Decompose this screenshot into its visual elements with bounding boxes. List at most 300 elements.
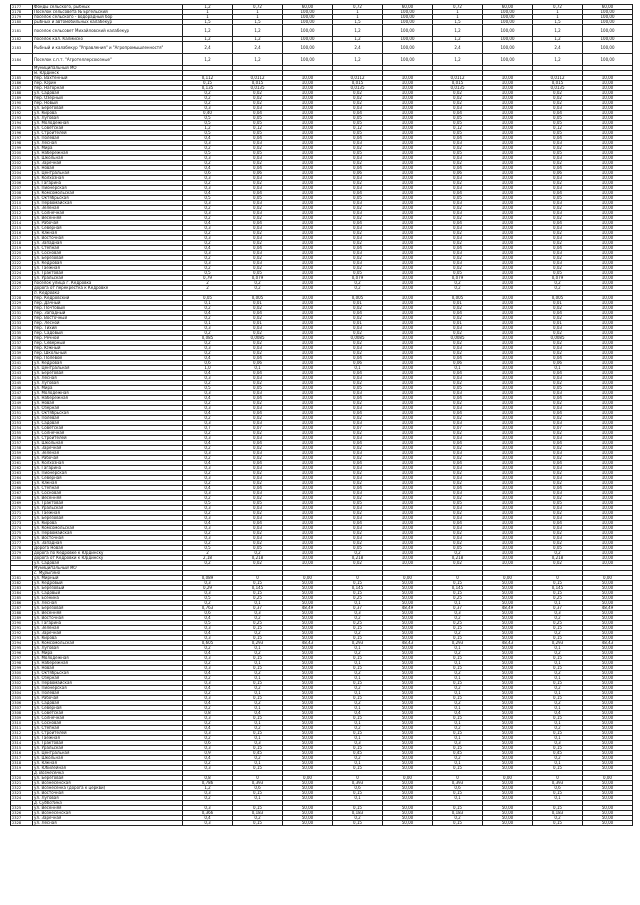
value-cell: 10,00 (383, 106, 433, 111)
value-cell: 0,2 (433, 616, 483, 621)
value-cell: 0,5 (183, 386, 233, 391)
value-cell: 0,05 (533, 501, 583, 506)
value-cell: 100,00 (383, 20, 433, 25)
value-cell: 0,05 (333, 546, 383, 551)
road-name-cell: ул. Береговая (33, 106, 183, 111)
value-cell: 0,05 (233, 546, 283, 551)
value-cell: 0,05 (233, 116, 283, 121)
value-cell: 50,00 (483, 721, 533, 726)
value-cell: 10,00 (483, 421, 533, 426)
value-cell: 0,4 (183, 441, 233, 446)
value-cell: 0,2 (183, 736, 233, 741)
value-cell: 50,00 (283, 671, 333, 676)
value-cell: 0,218 (533, 556, 583, 561)
value-cell: 0,2 (183, 601, 233, 606)
value-cell: 10,00 (583, 211, 633, 216)
value-cell: 10,00 (583, 481, 633, 486)
row-code-cell: 2190 (11, 101, 33, 106)
value-cell: 50,00 (483, 706, 533, 711)
value-cell: 0,45 (233, 751, 283, 756)
value-cell: 10,00 (483, 86, 533, 91)
value-cell: 0,02 (533, 416, 583, 421)
value-cell: 0,7 (183, 426, 233, 431)
value-cell: 1,2 (333, 25, 383, 37)
value-cell: 0,05 (233, 271, 283, 276)
value-cell: 10,00 (583, 281, 633, 286)
value-cell: 50,00 (383, 731, 433, 736)
value-cell: 50,00 (283, 731, 333, 736)
table-row (11, 25, 633, 37)
road-name-cell: ул. Восточная (33, 536, 183, 541)
value-cell: 10,00 (583, 486, 633, 491)
value-cell: 50,00 (283, 646, 333, 651)
value-cell: 0,3 (183, 141, 233, 146)
section-title: д. Вознесенка (33, 771, 183, 776)
value-cell: 50,00 (283, 626, 333, 631)
value-cell: 0,15 (333, 681, 383, 686)
value-cell: 0,37 (333, 606, 383, 611)
value-cell: 10,00 (583, 376, 633, 381)
value-cell: 0,03 (533, 476, 583, 481)
value-cell: 0,05 (533, 151, 583, 156)
road-name-cell: Муниципальный МО (33, 66, 183, 71)
value-cell: 10,00 (283, 511, 333, 516)
road-name-cell: ул. Молодежная (33, 656, 183, 661)
value-cell: 0,1 (433, 761, 483, 766)
value-cell: 50,00 (483, 691, 533, 696)
value-cell: 10,00 (283, 426, 333, 431)
value-cell: 0,01 (333, 301, 383, 306)
road-name-cell: ул. Озерная (33, 406, 183, 411)
value-cell: 100,00 (383, 37, 433, 42)
value-cell: 50,00 (483, 586, 533, 591)
value-cell: 50,00 (583, 756, 633, 761)
value-cell: 10,00 (283, 286, 333, 291)
value-cell: 10,00 (383, 511, 433, 516)
value-cell: 0,15 (333, 591, 383, 596)
value-cell: 10,00 (483, 491, 533, 496)
value-cell: 0,02 (433, 96, 483, 101)
road-name-cell: пер. Северный (33, 341, 183, 346)
value-cell: 0,05 (333, 501, 383, 506)
road-register-table (10, 4, 633, 826)
value-cell: 10,00 (583, 371, 633, 376)
road-name-cell: ул. Октябрьская (33, 196, 183, 201)
value-cell: 0,02 (233, 231, 283, 236)
row-code-cell: 2210 (11, 201, 33, 206)
road-name-cell: ул. Кедровая (33, 261, 183, 266)
value-cell: 10,00 (283, 351, 333, 356)
value-cell: 100,00 (283, 20, 333, 25)
value-cell: 10,00 (483, 76, 533, 81)
value-cell: 0,04 (333, 221, 383, 226)
value-cell: 10,00 (383, 301, 433, 306)
value-cell: 50,00 (583, 691, 633, 696)
row-code-cell: 2259 (11, 451, 33, 456)
road-name-cell: ул. Школьная (33, 756, 183, 761)
value-cell: 10,00 (383, 541, 433, 546)
value-cell: 10,00 (583, 391, 633, 396)
value-cell: 0,0085 (233, 336, 283, 341)
row-code-cell: 2319 (11, 766, 33, 771)
value-cell: 10,00 (483, 231, 533, 236)
row-code-cell: 2232 (11, 316, 33, 321)
value-cell: 0,15 (533, 746, 583, 751)
value-cell: 0,79 (183, 276, 233, 281)
value-cell: 0,03 (233, 506, 283, 511)
value-cell: 0,2 (233, 756, 283, 761)
value-cell: 0,04 (233, 111, 283, 116)
value-cell: 100,00 (583, 54, 633, 66)
value-cell: 10,00 (483, 176, 533, 181)
row-code-cell: 2201 (11, 156, 33, 161)
value-cell: 0,1 (433, 646, 483, 651)
value-cell: 0,5 (183, 621, 233, 626)
value-cell: 10,00 (383, 126, 433, 131)
value-cell: 0,02 (433, 481, 483, 486)
value-cell: 0,2 (533, 816, 583, 821)
road-name-cell: пер. Школьный (33, 351, 183, 356)
value-cell: 10,00 (483, 166, 533, 171)
value-cell: 0,5 (183, 546, 233, 551)
road-name-cell: ул. Комсомольская (33, 191, 183, 196)
value-cell: 0,03 (233, 141, 283, 146)
value-cell: 10,00 (483, 511, 533, 516)
row-code-cell: 2280 (11, 556, 33, 561)
value-cell: 0,293 (233, 641, 283, 646)
value-cell: 2,4 (533, 42, 583, 54)
value-cell: 1,2 (183, 37, 233, 42)
value-cell: 10,00 (283, 541, 333, 546)
value-cell: 10,00 (283, 391, 333, 396)
value-cell: 100,00 (283, 54, 333, 66)
value-cell: 10,00 (283, 296, 333, 301)
value-cell: 0,03 (433, 506, 483, 511)
road-name-cell: ул. Луговая (33, 646, 183, 651)
value-cell: 0,02 (333, 206, 383, 211)
value-cell: 10,00 (283, 136, 333, 141)
row-code-cell: 2260 (11, 456, 33, 461)
value-cell: 0,1 (233, 721, 283, 726)
value-cell: 0,03 (333, 236, 383, 241)
value-cell: 0,15 (333, 666, 383, 671)
road-name-cell: ул. Центральная (33, 751, 183, 756)
value-cell: 0,02 (233, 316, 283, 321)
road-name-cell: ул. Березовая (33, 606, 183, 611)
value-cell: 10,00 (283, 546, 333, 551)
value-cell: 0,02 (233, 471, 283, 476)
value-cell: 0,03 (333, 326, 383, 331)
value-cell: 0,00 (483, 576, 533, 581)
value-cell: 10,00 (583, 321, 633, 326)
value-cell: 10,00 (583, 81, 633, 86)
value-cell: 100,00 (283, 10, 333, 15)
value-cell: 10,00 (583, 521, 633, 526)
value-cell: 10,00 (483, 301, 533, 306)
value-cell: 0,3 (183, 346, 233, 351)
value-cell: 0,15 (533, 696, 583, 701)
value-cell: 50,00 (483, 591, 533, 596)
value-cell: 0,04 (533, 521, 583, 526)
row-code-cell: 2326 (11, 811, 33, 816)
value-cell: 10,00 (483, 201, 533, 206)
value-cell: 0,72 (233, 5, 283, 10)
value-cell: 0,15 (333, 821, 383, 826)
value-cell: 0,1 (233, 661, 283, 666)
value-cell: 10,00 (283, 81, 333, 86)
row-code-cell: 2179 (11, 15, 33, 20)
value-cell: 0,293 (333, 641, 383, 646)
value-cell: 0,05 (233, 501, 283, 506)
value-cell: 10,00 (383, 246, 433, 251)
value-cell: 10,00 (483, 81, 533, 86)
value-cell: 0,366 (183, 811, 233, 816)
value-cell: 50,00 (583, 751, 633, 756)
value-cell: 50,00 (583, 666, 633, 671)
value-cell: 0,15 (433, 591, 483, 596)
value-cell: 0,1 (233, 366, 283, 371)
value-cell: 0,01 (233, 321, 283, 326)
value-cell: 0,03 (233, 491, 283, 496)
row-code-cell: 2229 (11, 301, 33, 306)
row-code-cell: 2321 (11, 781, 33, 786)
value-cell: 1,2 (183, 25, 233, 37)
row-code-cell: 2325 (11, 806, 33, 811)
value-cell: 50,00 (583, 646, 633, 651)
row-code-cell: 2282 (11, 581, 33, 586)
road-name-cell: ул. Озерная (33, 676, 183, 681)
value-cell: 0,5 (183, 501, 233, 506)
road-name-cell: Поселок сельсовета № Ергельский (33, 10, 183, 15)
value-cell: 0,2 (433, 701, 483, 706)
value-cell: 50,00 (583, 706, 633, 711)
value-cell: 50,00 (583, 616, 633, 621)
row-code-cell: 2233 (11, 321, 33, 326)
value-cell: 0,03 (533, 211, 583, 216)
value-cell: 0,3 (183, 251, 233, 256)
value-cell: 0,3 (183, 746, 233, 751)
value-cell: 0,04 (333, 371, 383, 376)
value-cell: 0,03 (233, 451, 283, 456)
row-code-cell: 2289 (11, 616, 33, 621)
value-cell: 50,00 (383, 671, 433, 676)
value-cell: 10,00 (383, 266, 433, 271)
value-cell: 0,04 (333, 441, 383, 446)
value-cell: 0,72 (333, 5, 383, 10)
value-cell: 50,00 (383, 656, 433, 661)
value-cell: 0,218 (333, 556, 383, 561)
value-cell: 50,00 (383, 646, 433, 651)
value-cell: 0,2 (183, 101, 233, 106)
value-cell: 10,00 (583, 266, 633, 271)
value-cell: 0,02 (433, 341, 483, 346)
value-cell: 10,00 (583, 516, 633, 521)
value-cell: 0,4 (183, 311, 233, 316)
row-code-cell: 2323 (11, 791, 33, 796)
value-cell: 0,02 (333, 351, 383, 356)
value-cell: 0,1 (333, 706, 383, 711)
value-cell: 0,03 (333, 506, 383, 511)
value-cell: 10,00 (483, 546, 533, 551)
value-cell: 0,1 (333, 761, 383, 766)
value-cell: 1 (433, 15, 483, 20)
value-cell: 10,00 (283, 101, 333, 106)
value-cell: 0,1 (183, 301, 233, 306)
value-cell: 0,03 (433, 211, 483, 216)
row-code-cell: 2193 (11, 116, 33, 121)
value-cell: 10,00 (583, 546, 633, 551)
value-cell: 0,02 (233, 541, 283, 546)
road-name-cell: пер. Лесной (33, 321, 183, 326)
value-cell: 0,02 (333, 401, 383, 406)
row-code-cell: 2254 (11, 426, 33, 431)
value-cell: 50,00 (283, 706, 333, 711)
value-cell: 50,00 (383, 586, 433, 591)
row-code-cell: 2239 (11, 351, 33, 356)
value-cell: 50,00 (383, 766, 433, 771)
value-cell: 0,0135 (533, 86, 583, 91)
row-code-cell: 2250 (11, 406, 33, 411)
value-cell: 10,00 (483, 211, 533, 216)
row-code-cell: 2218 (11, 241, 33, 246)
value-cell: 0,02 (433, 181, 483, 186)
value-cell: 0,3 (183, 376, 233, 381)
road-name-cell: ул. Береговая (33, 776, 183, 781)
value-cell: 0,02 (433, 206, 483, 211)
value-cell: 10,00 (583, 101, 633, 106)
value-cell: 10,00 (283, 226, 333, 231)
value-cell: 10,00 (483, 496, 533, 501)
value-cell: 50,00 (583, 746, 633, 751)
row-code-cell: 2316 (11, 751, 33, 756)
value-cell: 50,00 (583, 686, 633, 691)
value-cell: 0,3 (183, 491, 233, 496)
value-cell: 0,2 (183, 96, 233, 101)
value-cell: 10,00 (283, 506, 333, 511)
value-cell: 0,02 (333, 101, 383, 106)
row-code-cell: 2272 (11, 516, 33, 521)
section-title: Муниципальный МО (33, 566, 183, 571)
value-cell: 0,2 (533, 616, 583, 621)
row-code-cell: 2178 (11, 10, 33, 15)
value-cell: 10,00 (483, 221, 533, 226)
value-cell: 0,3 (183, 476, 233, 481)
road-name-cell: ул. Есенина (33, 596, 183, 601)
value-cell: 0,2 (533, 701, 583, 706)
value-cell: 0,02 (433, 91, 483, 96)
row-code-cell: 2200 (11, 151, 33, 156)
road-name-cell: ул. Мира (33, 386, 183, 391)
value-cell: 50,00 (583, 676, 633, 681)
value-cell: 0,25 (233, 621, 283, 626)
value-cell: 0,03 (333, 201, 383, 206)
value-cell: 10,00 (283, 221, 333, 226)
value-cell: 0,04 (433, 311, 483, 316)
road-name-cell: ул. Заречная (33, 631, 183, 636)
value-cell: 50,00 (383, 661, 433, 666)
value-cell: 48,49 (383, 606, 433, 611)
value-cell: 10,00 (483, 471, 533, 476)
value-cell: 0,02 (333, 231, 383, 236)
value-cell: 0,15 (533, 766, 583, 771)
road-name-cell: дорога от перекрестка к Кедровке (33, 286, 183, 291)
value-cell: 0,03 (333, 526, 383, 531)
value-cell: 0,02 (533, 206, 583, 211)
value-cell: 50,00 (483, 781, 533, 786)
value-cell: 10,00 (383, 206, 433, 211)
value-cell: 0,15 (233, 806, 283, 811)
row-code-cell: 2217 (11, 236, 33, 241)
value-cell: 10,00 (583, 121, 633, 126)
road-name-cell: ул. Западная (33, 241, 183, 246)
road-name-cell: ул. Трактовая (33, 271, 183, 276)
value-cell: 10,00 (483, 451, 533, 456)
value-cell: 10,00 (583, 361, 633, 366)
value-cell: 10,00 (483, 386, 533, 391)
value-cell: 0,3 (533, 741, 583, 746)
value-cell: 10,00 (383, 221, 433, 226)
value-cell: 10,00 (583, 301, 633, 306)
value-cell: 10,00 (583, 451, 633, 456)
value-cell: 10,00 (383, 241, 433, 246)
value-cell: 0,03 (233, 516, 283, 521)
row-code-cell: 2253 (11, 421, 33, 426)
value-cell: 0,04 (433, 411, 483, 416)
value-cell: 0,04 (233, 461, 283, 466)
road-name-cell: ул. Сосновая (33, 491, 183, 496)
value-cell: 0,45 (433, 751, 483, 756)
row-code-cell: 2221 (11, 256, 33, 261)
value-cell: 0,2 (433, 281, 483, 286)
value-cell: 10,00 (583, 426, 633, 431)
value-cell: 0,393 (533, 781, 583, 786)
road-name-cell: ул. Рабочая (33, 221, 183, 226)
value-cell: 0,01 (533, 321, 583, 326)
value-cell: 0,03 (233, 226, 283, 231)
value-cell: 0,3 (183, 236, 233, 241)
value-cell: 0,2 (433, 551, 483, 556)
value-cell: 10,00 (583, 106, 633, 111)
value-cell: 0,15 (333, 581, 383, 586)
value-cell: 10,00 (283, 561, 333, 566)
value-cell: 0,00 (583, 576, 633, 581)
value-cell: 0,05 (333, 131, 383, 136)
value-cell: 0,07 (533, 426, 583, 431)
value-cell: 0,005 (533, 296, 583, 301)
value-cell: 0,15 (433, 716, 483, 721)
value-cell: 10,00 (283, 516, 333, 521)
value-cell: 0,2 (183, 206, 233, 211)
road-name-cell: ул. Вознесенская (33, 811, 183, 816)
value-cell: 0,4 (183, 651, 233, 656)
value-cell: 0,03 (533, 226, 583, 231)
road-name-cell: ул. Гагарина (33, 181, 183, 186)
value-cell: 0,02 (533, 496, 583, 501)
value-cell: 0,01 (533, 301, 583, 306)
value-cell: 0,1 (333, 366, 383, 371)
value-cell: 0,04 (533, 191, 583, 196)
value-cell: 10,00 (483, 91, 533, 96)
value-cell: 10,00 (583, 381, 633, 386)
value-cell: 0,5 (183, 121, 233, 126)
value-cell: 10,00 (283, 241, 333, 246)
value-cell: 0,0085 (533, 336, 583, 341)
value-cell: 10,00 (483, 406, 533, 411)
value-cell: 0,2 (183, 721, 233, 726)
value-cell: 10,00 (283, 256, 333, 261)
value-cell: 50,00 (383, 681, 433, 686)
value-cell: 50,00 (583, 821, 633, 826)
